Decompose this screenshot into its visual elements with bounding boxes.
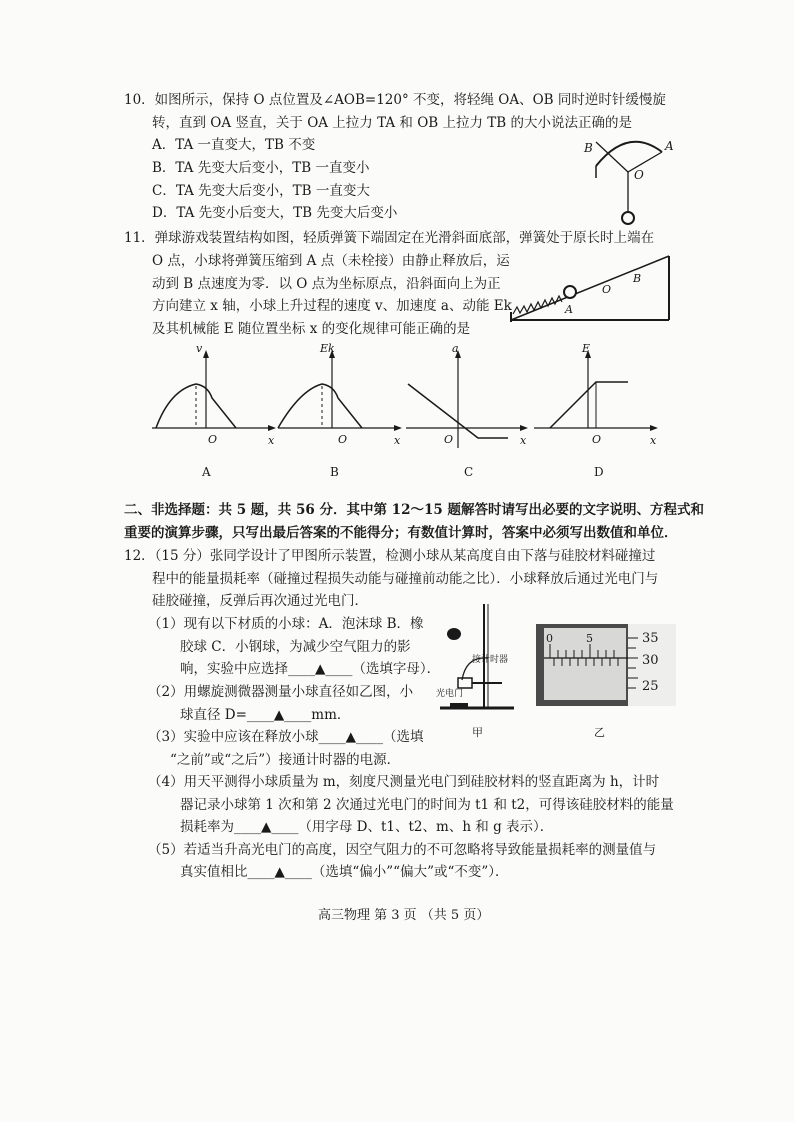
q11-graph-b-ylabel: Ek <box>320 342 335 355</box>
q10-rope-figure <box>570 128 680 233</box>
q11-label-a: A <box>565 303 573 316</box>
q10-label-b: B <box>584 141 593 155</box>
q11-line1: 11．弹球游戏装置结构如图，轻质弹簧下端固定在光滑斜面底部，弹簧处于原长时上端在 <box>124 230 655 246</box>
q12-part5-line2: 真实值相比____▲____（选填“偏小”“偏大”或“不变”）． <box>180 864 509 880</box>
q12-part4-line3: 损耗率为____▲____（用字母 D、t1、t2、m、h 和 g 表示）． <box>180 819 554 835</box>
page-footer: 高三物理 第 3 页 （共 5 页） <box>318 908 490 923</box>
q11-line3: 动到 B 点速度为零．以 O 点为坐标原点，沿斜面向上为正 <box>152 276 501 292</box>
q11-graph-b <box>274 340 414 480</box>
q12-part1-line1: （1）现有以下材质的小球：A．泡沫球 B．橡 <box>148 616 424 632</box>
q12-part4-line2: 器记录小球第 1 次和第 2 次通过光电门的时间为 t1 和 t2，可得该硅胶材料的能量 <box>180 797 674 813</box>
q10-option-c: C．TA 先变大后变小，TB 一直变大 <box>152 183 370 199</box>
q12-line2: 程中的能量损耗率（碰撞过程损失动能与碰撞前动能之比）．小球释放后通过光电门与 <box>152 571 659 587</box>
q10-line2: 转，直到 OA 竖直，关于 OA 上拉力 TA 和 OB 上拉力 TB 的大小说法正确的是 <box>152 115 632 131</box>
q11-graph-a-caption: A <box>202 465 211 479</box>
q11-graph-d-ylabel: E <box>582 342 591 355</box>
q12-timer-label: 接计时器 <box>472 655 509 665</box>
q11-line4: 方向建立 x 轴，小球上升过程的速度 v、加速度 a、动能 Ek <box>152 298 512 314</box>
q10-line1: 10．如图所示，保持 O 点位置及∠AOB=120° 不变，将轻绳 OA、OB 同时逆时针缓慢旋 <box>124 92 666 108</box>
q11-graph-c-origin: O <box>444 433 454 446</box>
q11-incline-figure <box>505 250 675 325</box>
q10-label-o: O <box>634 168 644 182</box>
q10-label-a: A <box>665 139 674 153</box>
q11-line5: 及其机械能 E 随位置坐标 x 的变化规律可能正确的是 <box>152 321 471 337</box>
q12-fig-jia-caption: 甲 <box>472 726 483 739</box>
micrometer-mark-30: 30 <box>642 653 659 668</box>
q10-option-d: D．TA 先变小后变大，TB 先变大后变小 <box>152 205 398 221</box>
q12-gate-label: 光电门 <box>436 689 464 699</box>
q11-graph-d-origin: O <box>592 433 602 446</box>
q10-option-a: A．TA 一直变大，TB 不变 <box>152 137 316 153</box>
q12-part4-line1: （4）用天平测得小球质量为 m，刻度尺测量光电门到硅胶材料的竖直距离为 h，计时 <box>148 774 660 790</box>
q11-graph-b-xlabel: x <box>394 434 401 447</box>
q12-part3-line1: （3）实验中应该在释放小球____▲____（选填 <box>148 729 424 745</box>
q12-line1: 12．（15 分）张同学设计了甲图所示装置，检测小球从某高度自由下落与硅胶材料碰撞过 <box>124 548 656 564</box>
q11-graph-a-ylabel: v <box>196 342 203 355</box>
q11-label-o: O <box>602 283 612 296</box>
micrometer-mark-35: 35 <box>642 631 659 646</box>
q12-line3: 硅胶碰撞，反弹后再次通过光电门． <box>152 593 368 609</box>
q11-graph-a-origin: O <box>208 433 218 446</box>
section2-line2: 重要的演算步骤，只写出最后答案的不能得分；有数值计算时，答案中必须写出数值和单位． <box>124 525 678 541</box>
q11-graph-d-caption: D <box>594 465 604 479</box>
q11-graph-c <box>400 340 540 480</box>
section2-line1: 二、非选择题：共 5 题，共 56 分．其中第 12～15 题解答时请写出必要的文字说明、方程式和 <box>124 502 704 518</box>
micrometer-mark-25: 25 <box>642 679 659 694</box>
q12-part2-line2: 球直径 D=____▲____mm． <box>180 707 351 723</box>
q11-graph-d <box>530 340 670 480</box>
q12-fig-yi-caption: 乙 <box>594 726 605 739</box>
q11-label-b: B <box>633 272 642 285</box>
q12-part3-line2: “之前”或“之后”）接通计时器的电源． <box>170 752 401 768</box>
q12-part1-line2: 胶球 C．小钢球，为减少空气阻力的影 <box>180 639 411 655</box>
q12-part2-line1: （2）用螺旋测微器测量小球直径如乙图，小 <box>148 684 414 700</box>
q11-graph-c-xlabel: x <box>520 434 527 447</box>
q12-part5-line1: （5）若适当升高光电门的高度，因空气阻力的不可忽略将导致能量损耗率的测量值与 <box>148 842 657 858</box>
q11-graph-a-xlabel: x <box>268 434 275 447</box>
micrometer-scale-5: 5 <box>586 632 593 645</box>
q10-option-b: B．TA 先变大后变小，TB 一直变小 <box>152 160 370 176</box>
q11-line2: O 点，小球将弹簧压缩到 A 点（未栓接）由静止释放后，运 <box>152 253 510 269</box>
q11-graph-a <box>148 340 288 480</box>
q12-micrometer-figure <box>532 620 680 740</box>
q11-graph-b-origin: O <box>338 433 348 446</box>
micrometer-scale-0: 0 <box>546 632 553 645</box>
q11-graph-d-xlabel: x <box>650 434 657 447</box>
q11-graph-c-ylabel: a <box>452 342 459 355</box>
q11-graph-c-caption: C <box>464 465 474 479</box>
q11-graph-b-caption: B <box>330 465 339 479</box>
q12-apparatus-figure <box>432 600 522 740</box>
q12-part1-line3: 响，实验中应选择____▲____（选填字母）． <box>180 661 441 677</box>
